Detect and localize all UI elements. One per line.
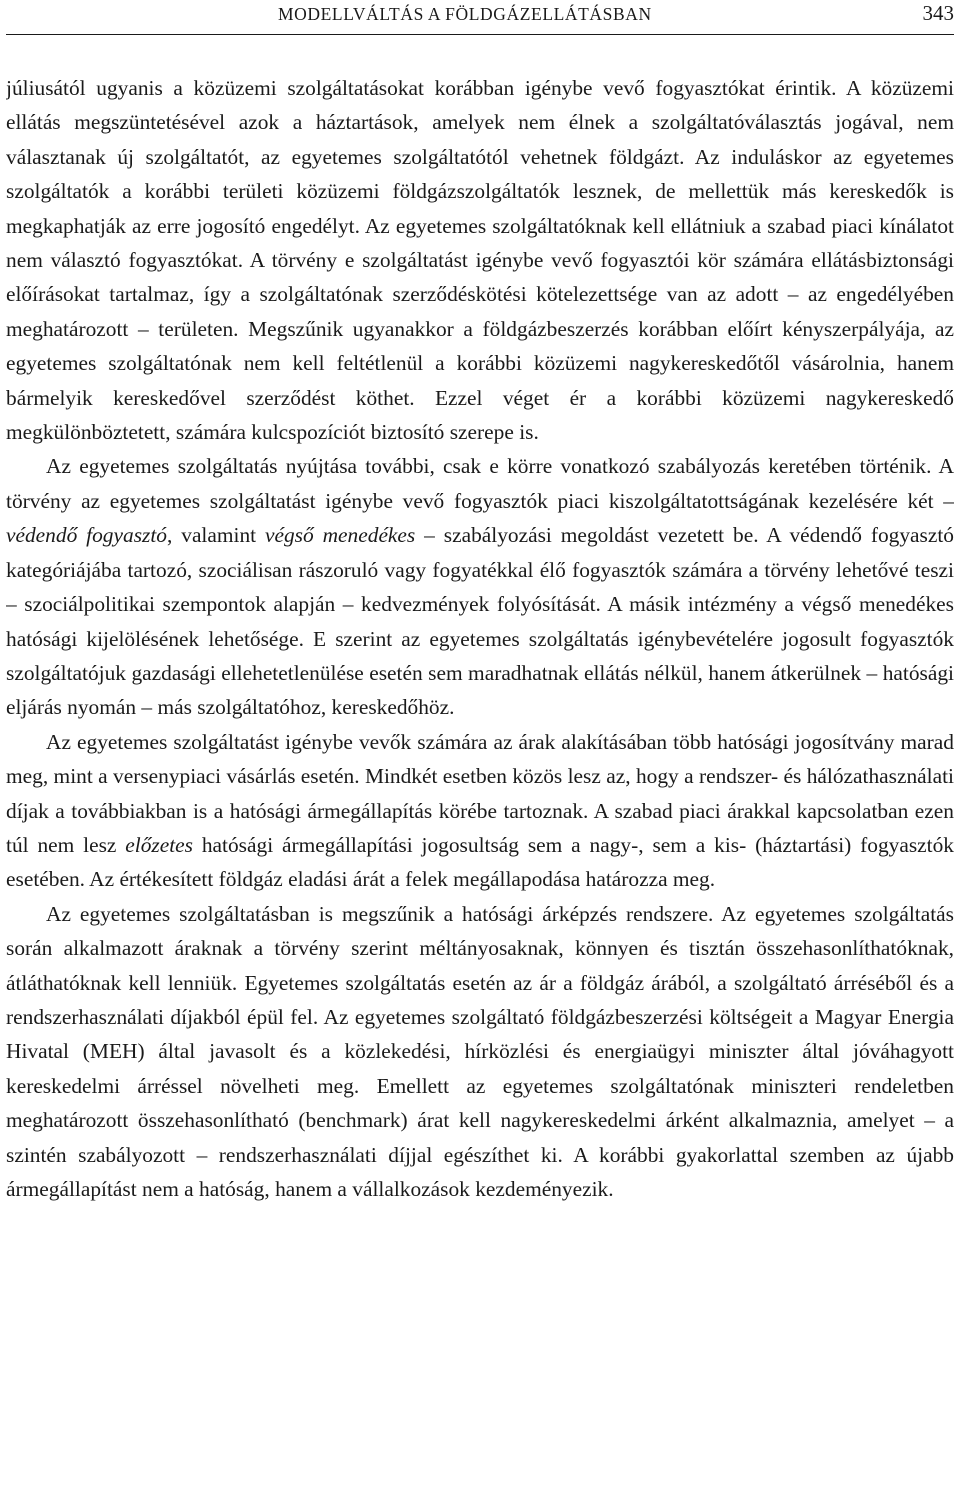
text-run: Az egyetemes szolgáltatást igénybe vevők számára az árak alakításában több hatósági jogosítvány marad meg, mint a versenypiaci vásárlás esetén. Mindkét esetben közös lesz az, hogy a rendszer- és hálózathasználati díjak a továbbiakban is a hatósági ármegállapítás körébe tartoznak. A szabad piaci árakkal kapcsolatban ezen túl nem lesz (6, 729, 954, 857)
italic-term: előzetes (125, 832, 193, 857)
paragraph (6, 71, 954, 449)
paragraph (6, 449, 954, 724)
paragraph (6, 725, 954, 897)
text-run: hatósági ármegállapítási jogosultság sem a nagy-, sem a kis- (háztartási) fogyasztók esetében. Az értékesített földgáz eladási árát a felek megállapodása határozza meg. (6, 832, 954, 892)
text-run: júliusától ugyanis a közüzemi szolgáltatásokat korábban igénybe vevő fogyasztókat érintik. A közüzemi ellátás megszüntetésével azok a háztartások, amelyek nem élnek a szolgáltatóválasztás jogával, nem választanak új szolgáltatót, az egyetemes szolgáltatótól vehetnek földgázt. Az induláskor az egyetemes szolgáltatók a korábbi területi közüzemi földgázszolgáltatók lesznek, de mellettük más kereskedők is megkaphatják az erre jogosító engedélyt. Az egyetemes szolgáltatóknak kell ellátniuk a szabad piaci kínálatot nem választó fogyasztókat. A törvény e szolgáltatást igénybe vevő fogyasztói kör számára ellátásbiztonsági előírásokat tartalmaz, így a szolgáltatónak szerződéskötési kötelezettsége van az adott – az engedélyében meghatározott – területen. Megszűnik ugyanakkor a földgázbeszerzés korábban előírt kényszerpályája, az egyetemes szolgáltatónak nem kell feltétlenül a korábbi közüzemi nagykereskedőtől vásárolnia, hanem bármelyik kereskedővel szerződést köthet. Ezzel véget ér a korábbi közüzemi nagykereskedő megkülönböztetett, számára kulcspozíciót biztosító szerepe is. (6, 76, 954, 445)
italic-term: védendő fogyasztó (6, 523, 167, 548)
book-page (6, 0, 954, 1502)
text-run: – szabályozási megoldást vezetett be. A védendő fogyasztó kategóriájába tartozó, szociálisan rászoruló vagy fogyatékkal élő fogyasztók számára a törvény lehetővé teszi – szociálpolitikai szempontok alapján – kedvezmények folyósítását. A másik intézmény a végső menedékes hatósági kijelölésének lehetősége. E szerint az egyetemes szolgáltatás igénybevételére jogosult fogyasztók szolgáltatójuk gazdasági ellehetetlenülése esetén sem maradhatnak ellátás nélkül, hanem átkerülnek – hatósági eljárás nyomán – más szolgáltatóhoz, kereskedőhöz. (6, 523, 954, 720)
paragraph (6, 897, 954, 1207)
text-run: , valamint (166, 523, 265, 548)
text-run: Az egyetemes szolgáltatás nyújtása további, csak e körre vonatkozó szabályozás keretében történik. A törvény az egyetemes szolgáltatást igénybe vevő fogyasztók piaci kiszolgáltatottságának kezelésére két – (6, 454, 954, 513)
italic-term: végső menedékes (265, 523, 416, 548)
running-title: MODELLVÁLTÁS A FÖLDGÁZELLÁTÁSBAN (278, 4, 652, 24)
text-run: Az egyetemes szolgáltatásban is megszűnik a hatósági árképzés rendszere. Az egyetemes szolgáltatás során alkalmazott áraknak a törvény szerint méltányosaknak, könnyen és tisztán összehasonlíthatóknak, átláthatóknak kell lenniük. Egyetemes szolgáltatás esetén az ár a földgáz árából, a szolgáltató árréséből és a rendszerhasználati díjakból épül fel. Az egyetemes szolgáltató földgázbeszerzési költségeit a Magyar Energia Hivatal (MEH) által javasolt és a közlekedési, hírközlési és energiaügyi miniszter által jóváhagyott kereskedelmi árréssel növelheti meg. Emellett az egyetemes szolgáltatónak miniszteri rendeletben meghatározott összehasonlítható (benchmark) árat kell nagykereskedelmi árként alkalmaznia, amelyet – a szintén szabályozott – rendszerhasználati díjjal egészíthet ki. A korábbi gyakorlattal szemben az újabb ármegállapítást nem a hatóság, hanem a vállalkozások kezdeményezik. (6, 901, 954, 1201)
body-text (6, 71, 954, 1206)
running-header (6, 0, 954, 35)
page-number: 343 (922, 1, 954, 25)
